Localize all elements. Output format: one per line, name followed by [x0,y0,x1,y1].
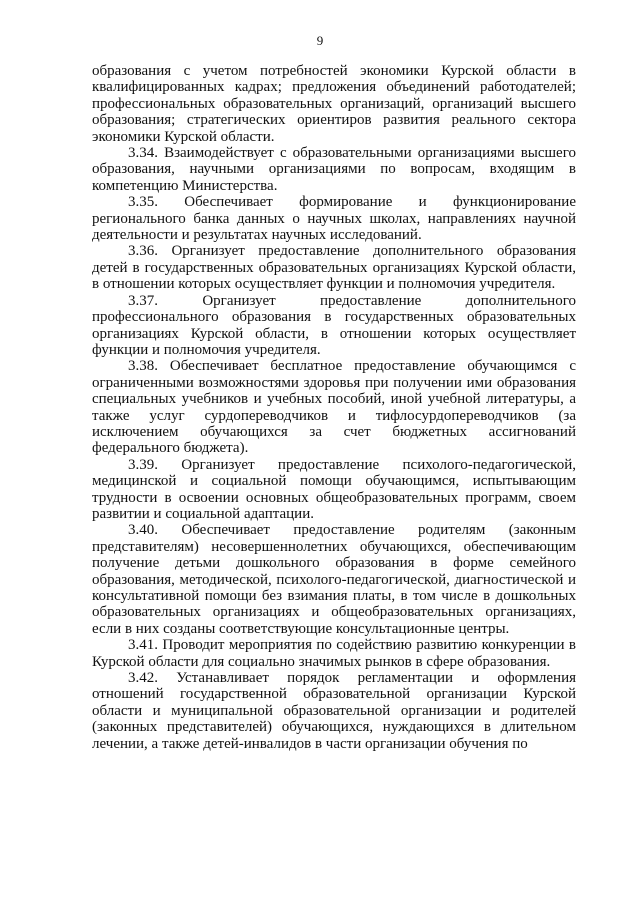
paragraph-3-40: 3.40. Обеспечивает предоставление родителям (законным представителям) несовершеннолетних обучающихся, обеспечивающим получение детьми дошкольного образования в форме семейного образования, методической, психолого-педагогической, диагностической и консультативной помощи без взимания платы, в том числе в дошкольных образовательных организациях и общеобразовательных организациях, если в них созданы соответствующие консультационные центры. [92,522,576,637]
paragraph-3-36: 3.36. Организует предоставление дополнительного образования детей в государственных образовательных организациях Курской области, в отношении которых осуществляет функции и полномочия учредителя. [92,243,576,293]
page-number: 9 [316,33,324,48]
paragraph-3-37: 3.37. Организует предоставление дополнительного профессионального образования в государственных образовательных организациях Курской области, в отношении которых осуществляет функции и полномочия учредителя. [92,292,576,358]
paragraph-3-35: 3.35. Обеспечивает формирование и функционирование регионального банка данных о научных школах, направлениях научной деятельности и результатах научных исследований. [92,194,576,244]
paragraph-3-38: 3.38. Обеспечивает бесплатное предоставление обучающимся с ограниченными возможностями здоровья при получении ими образования специальных учебников и учебных пособий, иной учебной литературы, а также услуг сурдопереводчиков и тифлосурдопереводчиков (за исключением обучающихся за счет бюджетных ассигнований федерального бюджета). [92,358,576,457]
paragraph-3-34: 3.34. Взаимодействует с образовательными организациями высшего образования, научными организациями по вопросам, входящим в компетенцию Министерства. [92,145,576,194]
paragraph-3-39: 3.39. Организует предоставление психолого-педагогической, медицинской и социальной помощи обучающимся, испытывающим трудности в освоении основных общеобразовательных программ, своем развитии и социальной адаптации. [92,456,576,522]
paragraph-3-41: 3.41. Проводит мероприятия по содействию развитию конкуренции в Курской области для социально значимых рынков в сфере образования. [92,637,576,670]
paragraph-3-42: 3.42. Устанавливает порядок регламентации и оформления отношений государственной образовательной организации Курской области и муниципальной образовательной организации и родителей (законных представителей) обучающихся, нуждающихся в длительном лечении, а также детей-инвалидов в части организации обучения по [92,670,576,752]
paragraph-continuation: образования с учетом потребностей экономики Курской области в квалифицированных кадрах; предложения объединений работодателей; профессиональных образовательных организаций, организаций высшего образования; стратегических ориентиров развития реального сектора экономики Курской области. [92,63,576,145]
body-text [92,63,576,752]
